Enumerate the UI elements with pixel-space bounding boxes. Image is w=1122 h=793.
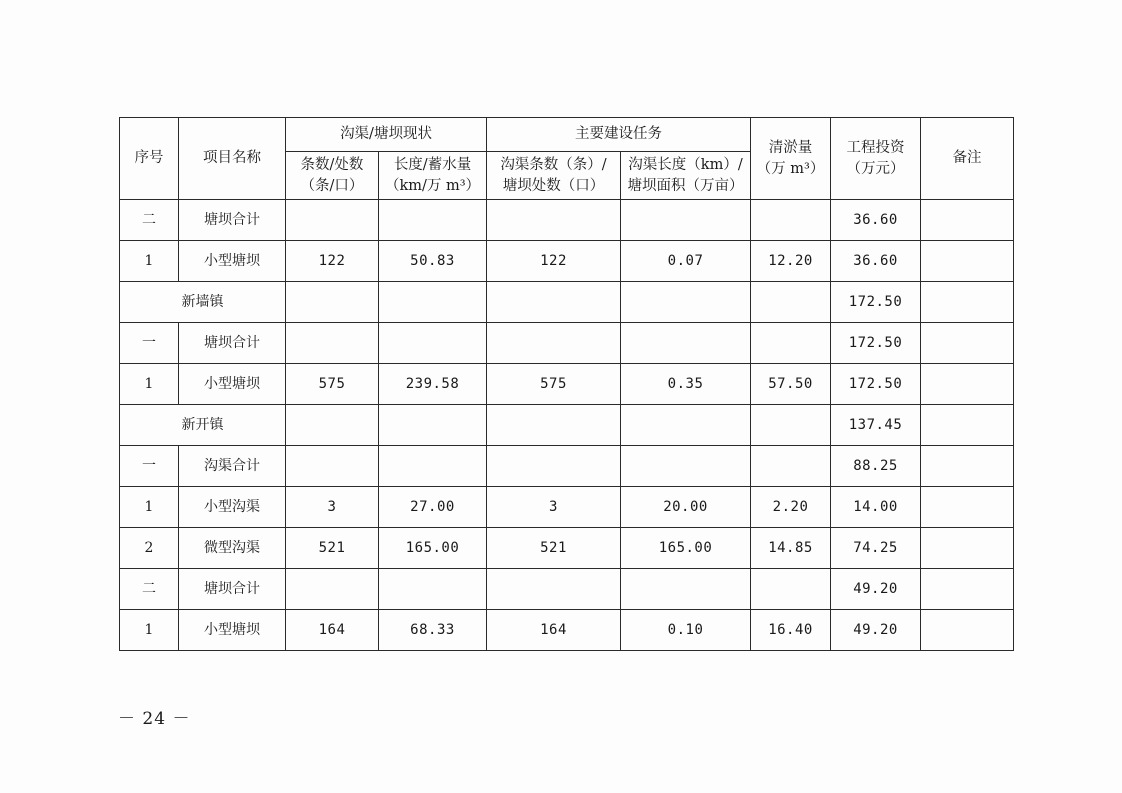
remark-cell	[921, 446, 1014, 487]
status-length-cell: 50.83	[379, 241, 487, 282]
header-task-count	[487, 152, 621, 200]
header-project-name: 项目名称	[179, 118, 286, 200]
header-invest-label: 工程投资	[846, 139, 905, 156]
remark-cell	[921, 528, 1014, 569]
status-count-cell	[286, 569, 379, 610]
seq-cell: 1	[120, 487, 179, 528]
status-length-cell: 68.33	[379, 610, 487, 651]
silt-cell	[751, 569, 831, 610]
remark-cell	[921, 200, 1014, 241]
task-length-cell: 20.00	[621, 487, 751, 528]
project-name-cell: 微型沟渠	[179, 528, 286, 569]
project-name-cell: 塘坝合计	[179, 323, 286, 364]
invest-cell: 74.25	[831, 528, 921, 569]
silt-cell	[751, 323, 831, 364]
header-status-group: 沟渠/塘坝现状	[286, 118, 487, 152]
seq-cell: 二	[120, 569, 179, 610]
task-length-cell	[621, 282, 751, 323]
task-count-cell	[487, 282, 621, 323]
silt-cell	[751, 405, 831, 446]
task-count-cell	[487, 405, 621, 446]
header-task-length-line1: 沟渠长度（km）/	[628, 156, 743, 173]
status-length-cell	[379, 200, 487, 241]
task-length-cell	[621, 446, 751, 487]
town-name-cell: 新墙镇	[120, 282, 286, 323]
task-count-cell	[487, 569, 621, 610]
remark-cell	[921, 241, 1014, 282]
invest-cell: 88.25	[831, 446, 921, 487]
header-task-length	[621, 152, 751, 200]
header-status-length	[379, 152, 487, 200]
seq-cell: 1	[120, 241, 179, 282]
table-row	[120, 446, 1014, 487]
remark-cell	[921, 569, 1014, 610]
silt-cell: 16.40	[751, 610, 831, 651]
status-count-cell: 164	[286, 610, 379, 651]
invest-cell: 49.20	[831, 569, 921, 610]
status-length-cell	[379, 323, 487, 364]
invest-cell: 36.60	[831, 200, 921, 241]
invest-cell: 172.50	[831, 323, 921, 364]
header-task-group: 主要建设任务	[487, 118, 751, 152]
table-row	[120, 364, 1014, 405]
task-length-cell	[621, 569, 751, 610]
header-status-length-unit: （km/万 m³）	[384, 177, 481, 194]
town-row	[120, 405, 1014, 446]
task-length-cell: 165.00	[621, 528, 751, 569]
table-row	[120, 241, 1014, 282]
task-count-cell: 122	[487, 241, 621, 282]
invest-cell: 36.60	[831, 241, 921, 282]
invest-cell: 172.50	[831, 364, 921, 405]
remark-cell	[921, 487, 1014, 528]
page-number: － 24 －	[118, 709, 191, 729]
table-row	[120, 200, 1014, 241]
header-task-length-line2: 塘坝面积（万亩）	[627, 177, 744, 194]
remark-cell	[921, 405, 1014, 446]
town-row	[120, 282, 1014, 323]
project-name-cell: 塘坝合计	[179, 200, 286, 241]
status-count-cell	[286, 405, 379, 446]
task-length-cell: 0.35	[621, 364, 751, 405]
status-count-cell: 3	[286, 487, 379, 528]
status-count-cell: 122	[286, 241, 379, 282]
task-length-cell: 0.10	[621, 610, 751, 651]
task-count-cell	[487, 200, 621, 241]
project-name-cell: 小型沟渠	[179, 487, 286, 528]
seq-cell: 一	[120, 323, 179, 364]
header-status-count	[286, 152, 379, 200]
silt-cell	[751, 446, 831, 487]
seq-cell: 1	[120, 610, 179, 651]
status-length-cell	[379, 569, 487, 610]
table-row	[120, 569, 1014, 610]
table-row	[120, 487, 1014, 528]
status-length-cell	[379, 282, 487, 323]
remark-cell	[921, 364, 1014, 405]
header-silt-unit: （万 m³）	[756, 160, 825, 177]
status-count-cell	[286, 282, 379, 323]
project-name-cell: 塘坝合计	[179, 569, 286, 610]
table-body	[120, 200, 1014, 651]
silt-cell: 12.20	[751, 241, 831, 282]
status-count-cell: 521	[286, 528, 379, 569]
silt-cell	[751, 282, 831, 323]
status-length-cell	[379, 405, 487, 446]
status-length-cell	[379, 446, 487, 487]
task-count-cell	[487, 446, 621, 487]
task-length-cell	[621, 405, 751, 446]
silt-cell: 2.20	[751, 487, 831, 528]
remark-cell	[921, 323, 1014, 364]
header-status-length-label: 长度/蓄水量	[393, 156, 472, 173]
header-seq: 序号	[120, 118, 179, 200]
status-length-cell: 27.00	[379, 487, 487, 528]
task-count-cell: 3	[487, 487, 621, 528]
status-count-cell	[286, 323, 379, 364]
task-count-cell	[487, 323, 621, 364]
invest-cell: 14.00	[831, 487, 921, 528]
task-length-cell	[621, 323, 751, 364]
seq-cell: 2	[120, 528, 179, 569]
status-count-cell	[286, 446, 379, 487]
header-invest-unit: （万元）	[846, 160, 905, 177]
header-status-count-label: 条数/处数	[300, 156, 364, 173]
status-count-cell: 575	[286, 364, 379, 405]
header-task-count-line1: 沟渠条数（条）/	[500, 156, 607, 173]
table-header	[120, 118, 1014, 200]
task-count-cell: 164	[487, 610, 621, 651]
status-count-cell	[286, 200, 379, 241]
task-length-cell	[621, 200, 751, 241]
project-name-cell: 小型塘坝	[179, 241, 286, 282]
header-silt	[751, 118, 831, 200]
project-name-cell: 小型塘坝	[179, 364, 286, 405]
seq-cell: 1	[120, 364, 179, 405]
status-length-cell: 165.00	[379, 528, 487, 569]
header-invest	[831, 118, 921, 200]
invest-cell: 137.45	[831, 405, 921, 446]
invest-cell: 172.50	[831, 282, 921, 323]
remark-cell	[921, 282, 1014, 323]
project-name-cell: 小型塘坝	[179, 610, 286, 651]
table-row	[120, 323, 1014, 364]
construction-table	[119, 117, 1014, 651]
project-name-cell: 沟渠合计	[179, 446, 286, 487]
table-row	[120, 528, 1014, 569]
task-length-cell: 0.07	[621, 241, 751, 282]
seq-cell: 二	[120, 200, 179, 241]
invest-cell: 49.20	[831, 610, 921, 651]
remark-cell	[921, 610, 1014, 651]
task-count-cell: 575	[487, 364, 621, 405]
header-remark: 备注	[921, 118, 1014, 200]
seq-cell: 一	[120, 446, 179, 487]
silt-cell	[751, 200, 831, 241]
table-row	[120, 610, 1014, 651]
header-silt-label: 清淤量	[768, 139, 813, 156]
task-count-cell: 521	[487, 528, 621, 569]
status-length-cell: 239.58	[379, 364, 487, 405]
town-name-cell: 新开镇	[120, 405, 286, 446]
silt-cell: 14.85	[751, 528, 831, 569]
header-status-count-unit: （条/口）	[300, 177, 364, 194]
silt-cell: 57.50	[751, 364, 831, 405]
header-task-count-line2: 塘坝处数（口）	[502, 177, 605, 194]
